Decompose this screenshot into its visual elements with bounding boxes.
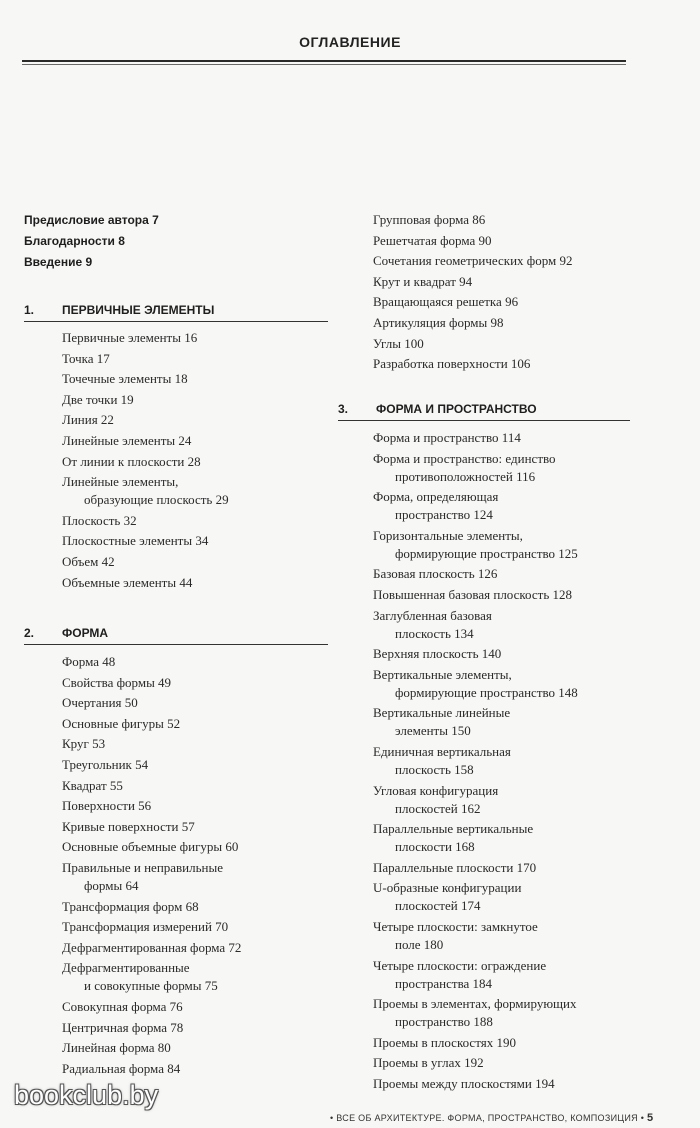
toc-entry <box>62 1019 241 1040</box>
toc-entry <box>373 957 578 996</box>
toc-entry-continuation: поле 180 <box>395 936 444 952</box>
toc-entry <box>373 355 573 376</box>
toc-entry-text: Плоскость 32 <box>62 512 137 528</box>
front-matter <box>24 210 159 273</box>
toc-entry-text: Форма и пространство 114 <box>373 430 521 445</box>
toc-entry <box>373 743 578 782</box>
toc-entry-text: Совокупная форма 76 <box>62 998 183 1014</box>
toc-entry-text: Крут и квадрат 94 <box>373 273 473 289</box>
toc-entry-text: Линейные элементы, <box>62 474 179 490</box>
footer-bullet: • <box>330 1113 334 1123</box>
toc-entry-text: Трансформация форм 68 <box>62 898 199 914</box>
toc-entry <box>373 995 578 1034</box>
toc-entry-text: Треугольник 54 <box>62 756 149 772</box>
toc-entry <box>373 211 573 232</box>
page-title: ОГЛАВЛЕНИЕ <box>299 34 401 50</box>
toc-entry <box>62 432 229 453</box>
toc-entry-text: Дефрагментированная форма 72 <box>62 939 242 955</box>
toc-entry-text: Углы 100 <box>373 335 424 351</box>
toc-entry-text: Верхняя плоскость 140 <box>373 646 502 662</box>
toc-entry <box>62 653 241 674</box>
toc-entry <box>373 820 578 859</box>
toc-entry-text: Сочетания геометрических форм 92 <box>373 253 573 269</box>
toc-entry <box>373 314 573 335</box>
toc-entry <box>62 939 241 960</box>
toc-entry <box>373 586 578 607</box>
toc-entry-text: Вертикальные элементы, <box>373 666 512 682</box>
toc-entry <box>373 293 573 314</box>
toc-entry-continuation: и совокупные формы 75 <box>84 978 218 994</box>
section-number: 2. <box>24 626 35 640</box>
toc-entry <box>62 1060 241 1081</box>
toc-entry <box>373 1075 578 1096</box>
toc-entry-continuation: пространства 184 <box>395 975 493 991</box>
toc-entry <box>62 918 241 939</box>
toc-entry <box>373 273 573 294</box>
toc-entry-continuation: формы 64 <box>84 877 139 893</box>
toc-entry-text: Проемы в плоскостях 190 <box>373 1034 516 1050</box>
toc-entry-text: Проемы в элементах, формирующих <box>373 996 577 1012</box>
toc-entry <box>62 553 229 574</box>
toc-entry <box>373 607 578 646</box>
toc-entry-continuation: плоскостей 162 <box>395 800 481 816</box>
toc-entry-text: Вертикальные линейные <box>373 705 511 721</box>
toc-entry <box>373 527 578 566</box>
section-number: 3. <box>338 402 349 416</box>
toc-entry <box>62 350 229 371</box>
toc-entry-text: Базовая плоскость 126 <box>373 566 498 582</box>
toc-entry <box>373 429 578 450</box>
toc-entry-text: Единичная вертикальная <box>373 743 511 759</box>
toc-entry-text: Центричная форма 78 <box>62 1019 184 1035</box>
toc-entry <box>373 565 578 586</box>
toc-entry <box>62 391 229 412</box>
toc-entry-text: Трансформация измерений 70 <box>62 919 229 935</box>
toc-entry-text: Точка 17 <box>62 350 110 366</box>
toc-entry <box>62 674 241 695</box>
toc-entry-text: Вращающаяся решетка 96 <box>373 294 519 310</box>
toc-entry-text: Круг 53 <box>62 736 106 752</box>
header-rule <box>22 60 626 65</box>
toc-entry-continuation: плоскости 168 <box>395 839 475 855</box>
section-title: ФОРМА И ПРОСТРАНСТВО <box>376 402 537 416</box>
toc-entry-text: Заглубленная базовая <box>373 607 492 623</box>
toc-entry-text: Проемы в углах 192 <box>373 1055 484 1071</box>
toc-entry-continuation: плоскость 134 <box>395 625 474 641</box>
toc-entry-text: Артикуляция формы 98 <box>373 314 504 330</box>
toc-entry <box>62 818 241 839</box>
section-1-entries <box>62 329 229 594</box>
toc-entry <box>62 574 229 595</box>
section-3-entries <box>373 429 578 1095</box>
toc-entry-text: Радиальная форма 84 <box>62 1060 181 1076</box>
toc-entry-text: Дефрагментированные <box>62 960 190 976</box>
toc-entry-continuation: элементы 150 <box>395 723 471 739</box>
toc-entry-continuation: формирующие пространство 125 <box>395 545 578 561</box>
toc-entry <box>62 370 229 391</box>
toc-entry <box>62 998 241 1019</box>
toc-entry-continuation: плоскостей 174 <box>395 898 481 914</box>
section-title: ФОРМА <box>62 626 109 640</box>
page-number: 5 <box>646 1112 654 1124</box>
toc-entry <box>373 859 578 880</box>
toc-entry-text: Горизонтальные элементы, <box>373 527 523 543</box>
toc-entry <box>373 704 578 743</box>
toc-entry-text: Параллельные вертикальные <box>373 821 534 837</box>
front-matter-item: Предисловие автора 7 <box>24 213 159 227</box>
section-number: 1. <box>24 303 35 317</box>
front-matter-item: Благодарности 8 <box>24 234 125 248</box>
toc-entry <box>62 898 241 919</box>
toc-entry-text: Кривые поверхности 57 <box>62 818 195 834</box>
toc-entry-text: Решетчатая форма 90 <box>373 232 492 248</box>
front-matter-item: Введение 9 <box>24 255 93 269</box>
toc-entry <box>373 232 573 253</box>
section-2-entries <box>62 653 241 1080</box>
toc-entry-text: Линия 22 <box>62 412 114 428</box>
section-title: ПЕРВИЧНЫЕ ЭЛЕМЕНТЫ <box>62 303 215 317</box>
toc-entry-text: Основные объемные фигуры 60 <box>62 839 239 855</box>
section-rule <box>338 420 630 421</box>
toc-entry <box>62 453 229 474</box>
toc-entry <box>62 735 241 756</box>
toc-entry-text: Основные фигуры 52 <box>62 715 181 731</box>
toc-entry <box>62 694 241 715</box>
toc-entry <box>373 1034 578 1055</box>
toc-entry <box>373 252 573 273</box>
toc-entry-text: Свойства формы 49 <box>62 674 172 690</box>
toc-entry-text: Точечные элементы 18 <box>62 371 188 387</box>
toc-entry-text: Поверхности 56 <box>62 798 152 814</box>
toc-entry <box>62 512 229 533</box>
toc-entry <box>62 532 229 553</box>
page-footer <box>330 1112 653 1124</box>
toc-entry <box>62 838 241 859</box>
toc-entry <box>62 1039 241 1060</box>
toc-entry <box>373 335 573 356</box>
section-2-continued-entries <box>373 211 573 376</box>
toc-entry-continuation: противоположностей 116 <box>395 468 536 484</box>
toc-entry-continuation: плоскость 158 <box>395 761 474 777</box>
toc-entry-text: Правильные и неправильные <box>62 859 224 875</box>
toc-entry <box>373 879 578 918</box>
toc-entry <box>62 756 241 777</box>
toc-entry-text: Четыре плоскости: ограждение <box>373 957 547 973</box>
toc-entry <box>373 918 578 957</box>
toc-entry-text: Форма и пространство: единство <box>373 450 556 466</box>
toc-entry <box>62 411 229 432</box>
toc-entry-continuation: формирующие пространство 148 <box>395 684 578 700</box>
toc-entry <box>62 777 241 798</box>
toc-entry <box>62 715 241 736</box>
toc-entry-text: Форма, определяющая <box>373 489 499 505</box>
toc-entry <box>62 859 241 898</box>
watermark-logo: bookclub.by <box>14 1080 159 1110</box>
toc-entry-text: Очертания 50 <box>62 695 138 711</box>
toc-entry <box>62 797 241 818</box>
footer-book-title: ВСЕ ОБ АРХИТЕКТУРЕ. ФОРМА, ПРОСТРАНСТВО, КОМПОЗИЦИЯ <box>336 1113 638 1123</box>
toc-entry <box>62 329 229 350</box>
toc-entry <box>373 1054 578 1075</box>
toc-entry-text: Проемы между плоскостями 194 <box>373 1075 555 1091</box>
toc-entry <box>373 645 578 666</box>
toc-entry <box>62 473 229 512</box>
toc-entry <box>62 959 241 998</box>
toc-entry <box>373 450 578 489</box>
toc-entry-text: Параллельные плоскости 170 <box>373 859 537 875</box>
toc-entry-text: Линейная форма 80 <box>62 1040 171 1056</box>
toc-entry-text: От линии к плоскости 28 <box>62 453 201 469</box>
toc-entry-text: Повышенная базовая плоскость 128 <box>373 586 573 602</box>
toc-entry-continuation: пространство 124 <box>395 507 493 523</box>
footer-bullet: • <box>640 1113 645 1123</box>
toc-entry-text: U-образные конфигурации <box>373 880 522 896</box>
toc-entry-text: Квадрат 55 <box>62 777 123 793</box>
toc-entry <box>373 488 578 527</box>
toc-entry <box>373 782 578 821</box>
toc-entry-text: Линейные элементы 24 <box>62 432 192 448</box>
toc-entry-text: Плоскостные элементы 34 <box>62 533 209 549</box>
toc-entry-text: Первичные элементы 16 <box>62 330 198 345</box>
section-rule <box>24 321 328 322</box>
toc-entry <box>373 666 578 705</box>
toc-entry-continuation: пространство 188 <box>395 1014 493 1030</box>
toc-entry-text: Объемные элементы 44 <box>62 574 193 590</box>
toc-entry-text: Форма 48 <box>62 654 116 669</box>
toc-entry-text: Групповая форма 86 <box>373 212 486 227</box>
toc-entry-text: Объем 42 <box>62 553 115 569</box>
toc-entry-continuation: образующие плоскость 29 <box>84 492 229 508</box>
toc-entry-text: Разработка поверхности 106 <box>373 356 531 372</box>
toc-entry-text: Угловая конфигурация <box>373 782 499 798</box>
toc-entry-text: Четыре плоскости: замкнутое <box>373 918 538 934</box>
toc-entry-text: Две точки 19 <box>62 391 134 407</box>
section-rule <box>24 644 328 645</box>
